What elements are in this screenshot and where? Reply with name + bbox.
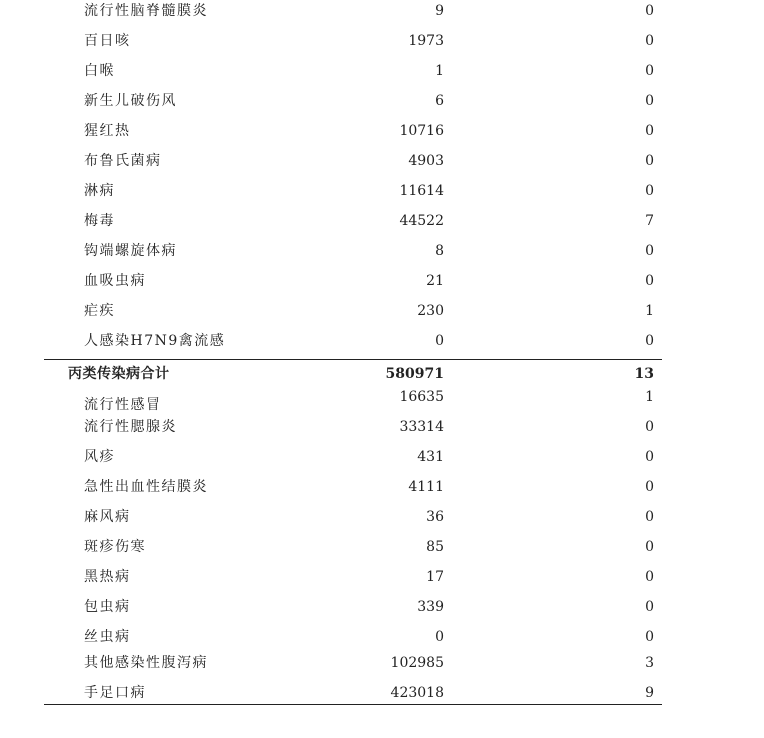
case-count: 85 xyxy=(426,539,444,555)
case-count: 423018 xyxy=(390,685,444,701)
case-count: 4111 xyxy=(408,479,444,495)
case-count: 8 xyxy=(435,243,444,259)
death-count: 9 xyxy=(645,685,654,701)
death-count: 1 xyxy=(645,303,654,319)
table-row xyxy=(44,90,662,112)
total-label: 丙类传染病合计 xyxy=(68,366,170,382)
death-count: 1 xyxy=(645,389,654,405)
disease-name: 丝虫病 xyxy=(84,629,131,645)
disease-name: 梅毒 xyxy=(84,213,115,229)
case-count: 33314 xyxy=(399,419,444,435)
disease-name: 斑疹伤寒 xyxy=(84,539,146,555)
table-row xyxy=(44,389,662,415)
death-count: 0 xyxy=(645,419,654,435)
case-count: 102985 xyxy=(390,655,444,671)
case-count: 0 xyxy=(435,629,444,645)
total-row xyxy=(44,363,662,385)
death-count: 0 xyxy=(645,509,654,525)
case-count: 36 xyxy=(426,509,444,525)
death-count: 0 xyxy=(645,63,654,79)
disease-name: 布鲁氏菌病 xyxy=(84,153,162,169)
disease-name: 血吸虫病 xyxy=(84,273,146,289)
death-count: 0 xyxy=(645,3,654,19)
death-count: 7 xyxy=(645,213,654,229)
case-count: 339 xyxy=(417,599,444,615)
death-count: 0 xyxy=(645,183,654,199)
total-death-count: 13 xyxy=(634,366,654,382)
disease-name: 百日咳 xyxy=(84,33,131,49)
death-count: 0 xyxy=(645,599,654,615)
case-count: 16635 xyxy=(399,389,444,405)
case-count: 17 xyxy=(426,569,444,585)
disease-name: 其他感染性腹泻病 xyxy=(84,655,208,671)
table-row xyxy=(44,180,662,202)
table-row xyxy=(44,60,662,82)
table-row xyxy=(44,626,662,648)
disease-name: 钩端螺旋体病 xyxy=(84,243,177,259)
death-count: 0 xyxy=(645,243,654,259)
case-count: 10716 xyxy=(399,123,444,139)
death-count: 0 xyxy=(645,93,654,109)
total-case-count: 580971 xyxy=(385,366,444,382)
table-row xyxy=(44,446,662,468)
disease-name: 包虫病 xyxy=(84,599,131,615)
table-row xyxy=(44,30,662,52)
death-count: 0 xyxy=(645,479,654,495)
case-count: 0 xyxy=(435,333,444,349)
disease-name: 人感染H7N9禽流感 xyxy=(84,333,226,349)
disease-name: 流行性腮腺炎 xyxy=(84,419,177,435)
death-count: 0 xyxy=(645,123,654,139)
disease-name: 急性出血性结膜炎 xyxy=(84,479,208,495)
disease-name: 疟疾 xyxy=(84,303,115,319)
disease-name: 淋病 xyxy=(84,183,115,199)
case-count: 230 xyxy=(417,303,444,319)
disease-name: 麻风病 xyxy=(84,509,131,525)
table-row xyxy=(44,120,662,142)
table-row xyxy=(44,300,662,322)
case-count: 431 xyxy=(417,449,444,465)
disease-name: 猩红热 xyxy=(84,123,131,139)
case-count: 21 xyxy=(426,273,444,289)
death-count: 0 xyxy=(645,33,654,49)
table-row xyxy=(44,0,662,22)
table-bottom-rule xyxy=(44,704,662,705)
case-count: 44522 xyxy=(399,213,444,229)
disease-name: 新生儿破伤风 xyxy=(84,93,177,109)
case-count: 11614 xyxy=(399,183,444,199)
table-row xyxy=(44,536,662,558)
table-row xyxy=(44,566,662,588)
case-count: 1 xyxy=(435,63,444,79)
death-count: 0 xyxy=(645,273,654,289)
disease-name: 流行性脑脊髓膜炎 xyxy=(84,3,208,19)
death-count: 0 xyxy=(645,539,654,555)
death-count: 0 xyxy=(645,449,654,465)
disease-name: 白喉 xyxy=(84,63,115,79)
case-count: 1973 xyxy=(408,33,444,49)
case-count: 4903 xyxy=(408,153,444,169)
case-count: 9 xyxy=(435,3,444,19)
table-row xyxy=(44,652,662,674)
death-count: 0 xyxy=(645,153,654,169)
table-row xyxy=(44,210,662,232)
disease-name: 黑热病 xyxy=(84,569,131,585)
disease-name: 手足口病 xyxy=(84,685,146,701)
table-row xyxy=(44,240,662,262)
table-row xyxy=(44,270,662,292)
death-count: 0 xyxy=(645,569,654,585)
table-row xyxy=(44,416,662,438)
table-row xyxy=(44,596,662,618)
table-row xyxy=(44,476,662,498)
death-count: 0 xyxy=(645,629,654,645)
death-count: 0 xyxy=(645,333,654,349)
disease-name: 流行性感冒 xyxy=(84,397,162,413)
table-row xyxy=(44,330,662,352)
table-divider xyxy=(44,359,662,360)
death-count: 3 xyxy=(645,655,654,671)
table-row xyxy=(44,506,662,528)
disease-name: 风疹 xyxy=(84,449,115,465)
table-row xyxy=(44,682,662,704)
table-row xyxy=(44,150,662,172)
case-count: 6 xyxy=(435,93,444,109)
